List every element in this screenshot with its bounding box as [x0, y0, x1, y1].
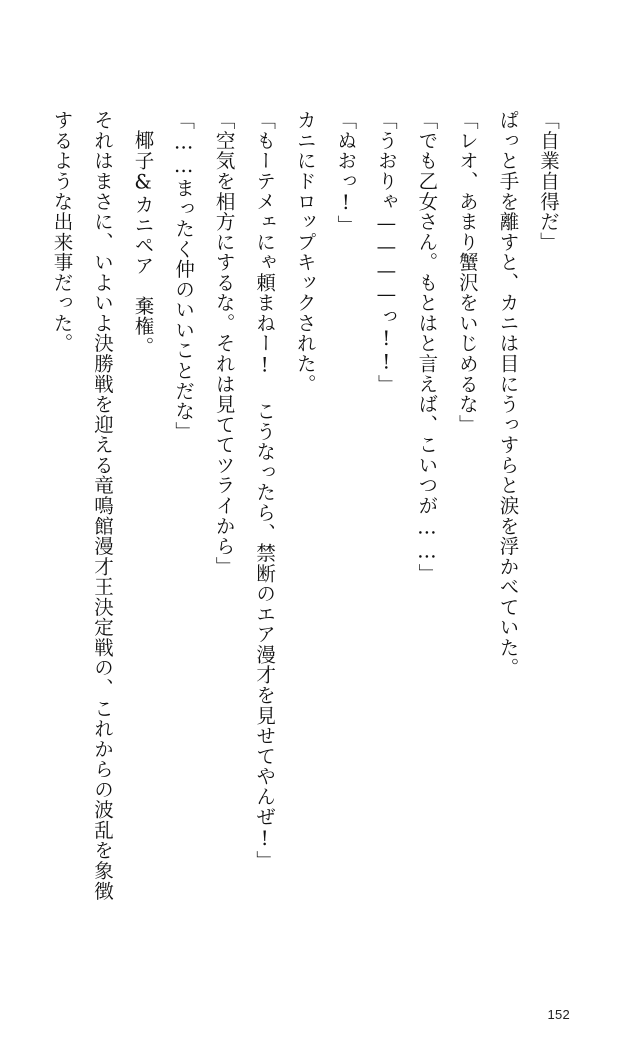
text-line: するような出来事だった。	[50, 110, 74, 354]
text-line: 「レオ、あまり蟹沢をいじめるな」	[455, 110, 479, 435]
text-line: 「ぬおっ!」	[334, 110, 358, 236]
text-line: 椰子&カニペア 棄権。	[131, 130, 155, 357]
text-line: 「空気を相方にするな。それは見ててツライから」	[212, 110, 236, 577]
page-number: 152	[547, 1007, 570, 1022]
text-line: ぱっと手を離すと、カニは目にうっすらと涙を浮かべていた。	[496, 110, 520, 678]
text-line: それはまさに、いよいよ決勝戦を迎える竜鳴館漫才王決定戦の、これからの波乱を象徴	[90, 110, 114, 901]
text-line: 「うおりゃ————っ!!」	[374, 110, 398, 395]
text-line: カニにドロップキックされた。	[293, 110, 317, 394]
vertical-text-body	[50, 110, 568, 970]
text-line: 「……まったく仲のいいことだな」	[172, 110, 196, 442]
text-line: 「でも乙女さん。もとはと言えば、こいつが……」	[415, 110, 439, 584]
text-line: 「自業自得だ」	[537, 110, 560, 252]
text-line: 「もーテメェにゃ頼まねー! こうなったら、禁断のエア漫才を見せてやんぜ!」	[253, 110, 277, 871]
